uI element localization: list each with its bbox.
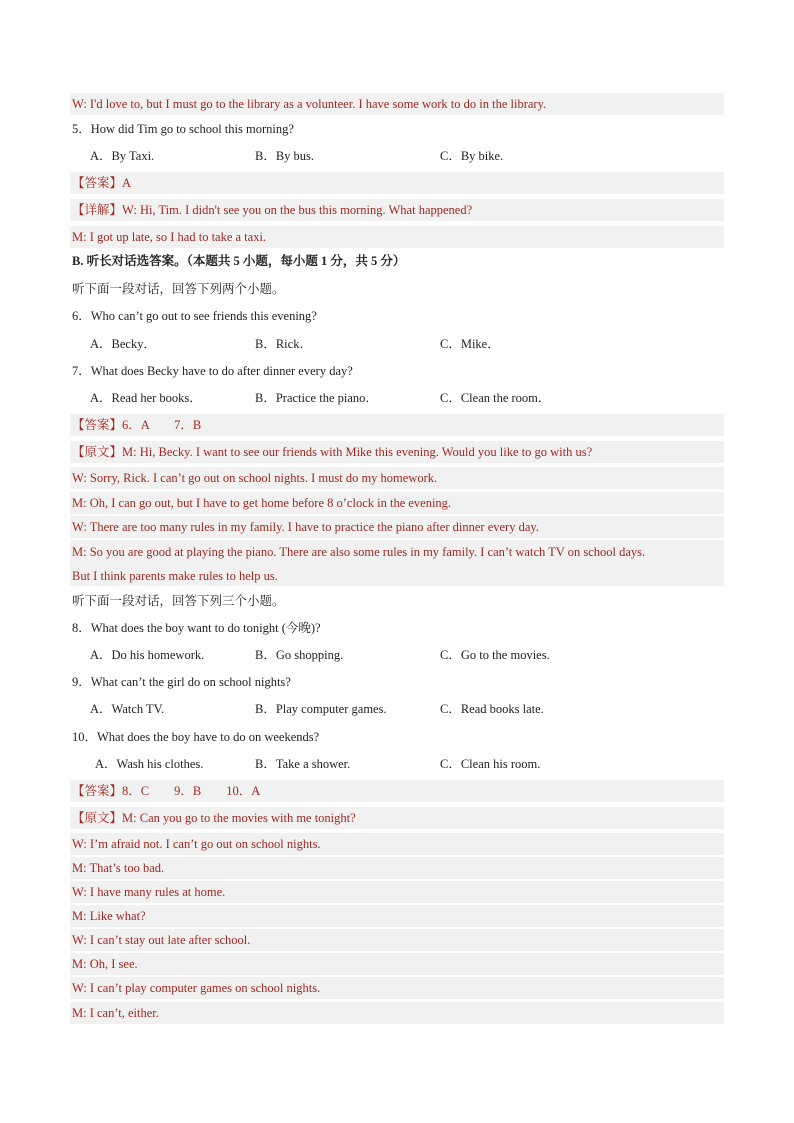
option-a[interactable]: A．By Taxi. — [90, 149, 155, 163]
q4-script-line: W: I'd love to, but I must go to the library as a volunteer. I have some work to do in the library. — [70, 93, 724, 115]
question-6-options — [70, 333, 724, 355]
group2-script-line-2: W: I’m afraid not. I can’t go out on school nights. — [70, 833, 724, 855]
group2-instruction: 听下面一段对话，回答下列三个小题。 — [72, 594, 285, 608]
question-9: 9．What can’t the girl do on school nights? — [72, 675, 291, 689]
option-b[interactable]: B．By bus. — [255, 149, 315, 163]
group2-script-line-3: M: That’s too bad. — [70, 857, 724, 879]
option-b[interactable]: B．Play computer games. — [255, 702, 387, 716]
question-5: 5．How did Tim go to school this morning? — [72, 122, 294, 136]
group2-script-line-7: M: Oh, I see. — [70, 953, 724, 975]
group1-answer — [70, 414, 724, 436]
question-7: 7．What does Becky have to do after dinner every day? — [72, 364, 353, 378]
group2-script-line-5: M: Like what? — [70, 905, 724, 927]
group2-script-line-1: 【原文】M: Can you go to the movies with me tonight? — [70, 807, 724, 829]
answer-tag: 【答案】 — [72, 176, 123, 190]
group2-script-line-8: W: I can’t play computer games on school nights. — [70, 977, 724, 999]
group1-script-line-4: W: There are too many rules in my family. I have to practice the piano after dinner every day. — [70, 516, 724, 538]
section-b-title: B. 听长对话选答案。（本题共 5 小题，每小题 1 分，共 5 分） — [72, 254, 406, 268]
option-c[interactable]: C．Go to the movies. — [440, 648, 550, 662]
group2-script-line-9: M: I can’t, either. — [70, 1002, 724, 1024]
group1-instruction: 听下面一段对话，回答下列两个小题。 — [72, 282, 285, 296]
option-c[interactable]: C．Clean the room． — [440, 391, 551, 405]
answer-tag: 【答案】 — [72, 784, 123, 798]
question-8: 8．What does the boy want to do tonight (今晚)? — [72, 621, 321, 635]
option-a[interactable]: A．Watch TV. — [90, 702, 165, 716]
q5-answer — [70, 172, 724, 194]
group1-script-line-2: W: Sorry, Rick. I can’t go out on school nights. I must do my homework. — [70, 467, 724, 489]
option-c[interactable]: C．Read books late. — [440, 702, 544, 716]
group1-script-line-5: M: So you are good at playing the piano. There are also some rules in my family. I can’t watch TV on school days. But I think parents make rules to help us. — [70, 540, 724, 586]
group1-script-line-3: M: Oh, I can go out, but I have to get home before 8 o’clock in the evening. — [70, 492, 724, 514]
answer-value: 6．A 7．B — [122, 418, 202, 432]
option-b[interactable]: B．Practice the piano． — [255, 391, 378, 405]
option-c[interactable]: C．By bike. — [440, 149, 504, 163]
question-8-options — [70, 644, 724, 666]
question-9-options — [70, 698, 724, 720]
answer-value: A — [122, 176, 132, 190]
question-7-options — [70, 387, 724, 409]
q5-detail-line-2: M: I got up late, so I had to take a taxi. — [70, 226, 724, 248]
detail-tag: 【详解】 — [72, 203, 123, 217]
option-c[interactable]: C．Mike． — [440, 337, 500, 351]
script-tag: 【原文】 — [72, 445, 123, 459]
option-a[interactable]: A．Becky． — [90, 337, 156, 351]
option-a[interactable]: A．Read her books． — [90, 391, 202, 405]
option-b[interactable]: B．Rick． — [255, 337, 312, 351]
question-6: 6．Who can’t go out to see friends this evening? — [72, 309, 317, 323]
answer-value: 8．C 9．B 10．A — [122, 784, 261, 798]
option-c[interactable]: C．Clean his room. — [440, 757, 541, 771]
option-b[interactable]: B．Go shopping. — [255, 648, 344, 662]
group1-script-line-1: 【原文】M: Hi, Becky. I want to see our friends with Mike this evening. Would you like to go with us? — [70, 441, 724, 463]
answer-tag: 【答案】 — [72, 418, 123, 432]
question-10-options — [70, 753, 724, 775]
question-5-options — [70, 145, 724, 167]
script-tag: 【原文】 — [72, 811, 123, 825]
question-10: 10．What does the boy have to do on weekends? — [72, 730, 320, 744]
option-a[interactable]: A．Do his homework. — [90, 648, 205, 662]
group2-script-line-6: W: I can’t stay out late after school. — [70, 929, 724, 951]
group2-answer — [70, 780, 724, 802]
q5-detail-line-1: 【详解】W: Hi, Tim. I didn't see you on the bus this morning. What happened? — [70, 199, 724, 221]
option-b[interactable]: B．Take a shower. — [255, 757, 351, 771]
group2-script-line-4: W: I have many rules at home. — [70, 881, 724, 903]
option-a[interactable]: A．Wash his clothes. — [95, 757, 204, 771]
